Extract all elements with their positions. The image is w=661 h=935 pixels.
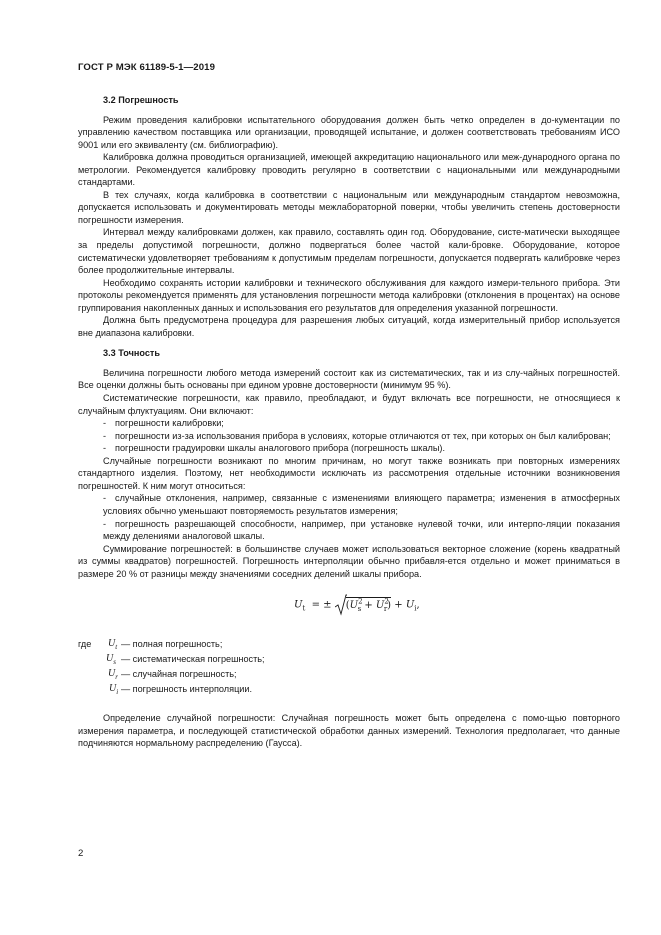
paragraph: Необходимо сохранять истории калибровки и технического обслуживания для каждого измери-тельного прибора. Эти протоколы рекомендуется применять для установления погрешности метода калибровки (отклонения в процентах) на основе группирования накопленных данных и использования его результатов для определения указанной погрешности. — [78, 277, 620, 313]
paragraph: Интервал между калибровками должен, как правило, составлять один год. Оборудование, систе-матически выходящее за пределы допустимой погрешности, должно подвергаться более частой кали-бровке. Оборудование, которое систематически удовлетворяет требованиям к допустимым пределам погрешности, допускается подвергать калибровке через более продолжительные интервалы. — [78, 227, 620, 276]
list-item: - погрешность разрешающей способности, например, при установке нулевой точки, или интерпо-ляции показания между делениями аналоговой шкалы. — [103, 518, 620, 542]
paragraph: Величина погрешности любого метода измерений состоит как из систематических, так и из слу-чайных погрешностей. Все оценки должны быть основаны при едином уровне достоверности (минимум 95 %). — [78, 367, 620, 391]
where-row: $U_i$ — погрешность интерполяции. — [109, 683, 253, 697]
paragraph: В тех случаях, когда калибровка в соответствии с национальным или международным стандартом невозможна, допускается использовать и документировать методы межлабораторной поверки, чтобы увеличить степень достоверности погрешности измерения. — [78, 189, 620, 225]
list-dash: - — [103, 518, 107, 529]
paragraph: Систематические погрешности, как правило, преобладают, и будут включать все погрешности, не относящиеся к случайным флуктуациям. Они включают: — [78, 393, 620, 416]
list-item: - случайные отклонения, например, связанные с изменениями влияющего параметра; изменения в атмосферных условиях обычно уменьшают повторяемость результатов измерения; — [103, 493, 620, 516]
list-dash: - — [103, 418, 107, 429]
paragraph: Калибровка должна проводиться организацией, имеющей аккредитацию национального или меж-дународного органа по метрологии. Рекомендуется калибровку проводить регулярно в соответствии с национальными или международными стандартами. — [78, 152, 620, 188]
paragraph: Случайные погрешности возникают по многим причинам, но могут также возникать при повторных измерениях стандартного изделия. Поэтому, нет необходимости исключать из рассмотрения отдельные источники возникновения погрешностей. К ним могут относиться: — [78, 455, 620, 491]
list-item: - погрешности градуировки шкалы аналогового прибора (погрешность шкалы). — [103, 443, 445, 454]
page-number: 2 — [78, 848, 84, 859]
list-dash: - — [103, 443, 107, 454]
section-3-3-title: 3.3 Точность — [103, 348, 160, 359]
where-row: $U_r$ — случайная погрешность; — [108, 668, 237, 682]
where-list — [78, 638, 620, 698]
paragraph: Режим проведения калибровки испытательного оборудования должен быть четко определен в до-кументации по управлению качеством поставщика или организации, проводящей испытание, и должен соответствовать требованиям ИСО 9001 или его эквиваленту (см. библиографию). — [78, 114, 620, 150]
list-dash: - — [103, 493, 107, 504]
where-row: где $U_t$ — полная погрешность; — [78, 638, 223, 652]
paragraph: Должна быть предусмотрена процедура для разрешения любых ситуаций, когда измерительный прибор используется вне диапазона калибровки. — [78, 315, 620, 338]
list-item: - погрешности калибровки; — [103, 418, 224, 429]
page-content — [78, 94, 620, 750]
section-3-2-title: 3.2 Погрешность — [103, 95, 179, 105]
list-item: - погрешности из-за использования прибора в условиях, которые отличаются от тех, при которых он был калиброван; — [103, 430, 611, 441]
list-dash: - — [103, 430, 107, 441]
formula-total-error: $U_t$ = ± $(U^2_s + U^2_r) + U_i$, — [78, 586, 620, 632]
where-row: $U_s$ — систематическая погрешность; — [106, 653, 265, 667]
paragraph: Определение случайной погрешности: Случайная погрешность может быть определена с помо-щью повторного измерения параметра, и последующей статистической обработки данных измерений. Технология предполагает, что данные подчиняются нормальному распределению (Гаусса). — [78, 713, 620, 749]
paragraph: Суммирование погрешностей: в большинстве случаев может использоваться векторное сложение (корень квадратный из суммы квадратов) погрешностей. Погрешность интерполяции обычно прибавля-ется отдельно и может приниматься в размере 20 % от разницы между значениями соседних делений шкалы прибора. — [78, 543, 620, 579]
standard-header: ГОСТ Р МЭК 61189-5-1—2019 — [78, 62, 216, 73]
sqrt-sign-icon — [335, 594, 347, 616]
where-label: где — [78, 639, 92, 650]
